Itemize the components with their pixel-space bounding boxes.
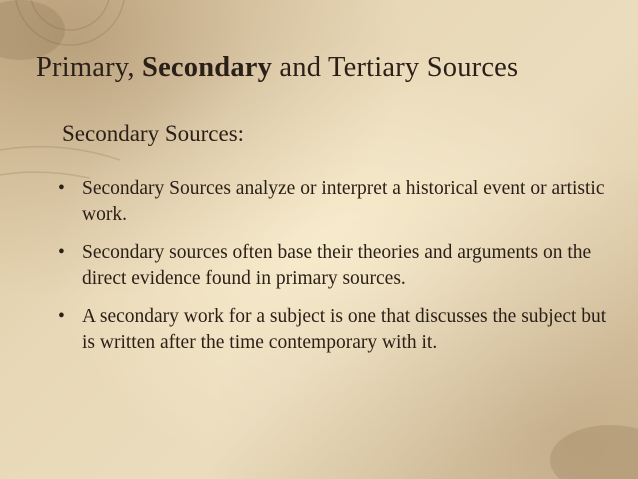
title-part-1: Primary, — [36, 52, 143, 83]
bullet-text: Secondary Sources analyze or interpret a historical event or artistic work. — [82, 178, 605, 225]
bullet-text: Secondary sources often base their theories and arguments on the direct evidence found in primary sources. — [82, 242, 592, 289]
title-bold-word: Secondary — [142, 52, 273, 83]
section-subheading: Secondary Sources: — [62, 121, 245, 146]
bullet-icon: • — [58, 306, 65, 327]
bullet-item — [58, 304, 608, 356]
bullet-item — [58, 176, 608, 228]
bullet-list — [58, 176, 608, 368]
bullet-icon: • — [58, 178, 65, 199]
bullet-icon: • — [58, 242, 65, 263]
bullet-item — [58, 240, 608, 292]
bullet-text: A secondary work for a subject is one that discusses the subject but is written after the time contemporary with it. — [82, 306, 607, 353]
slide-title — [36, 52, 518, 84]
title-part-2: and Tertiary Sources — [272, 52, 519, 83]
